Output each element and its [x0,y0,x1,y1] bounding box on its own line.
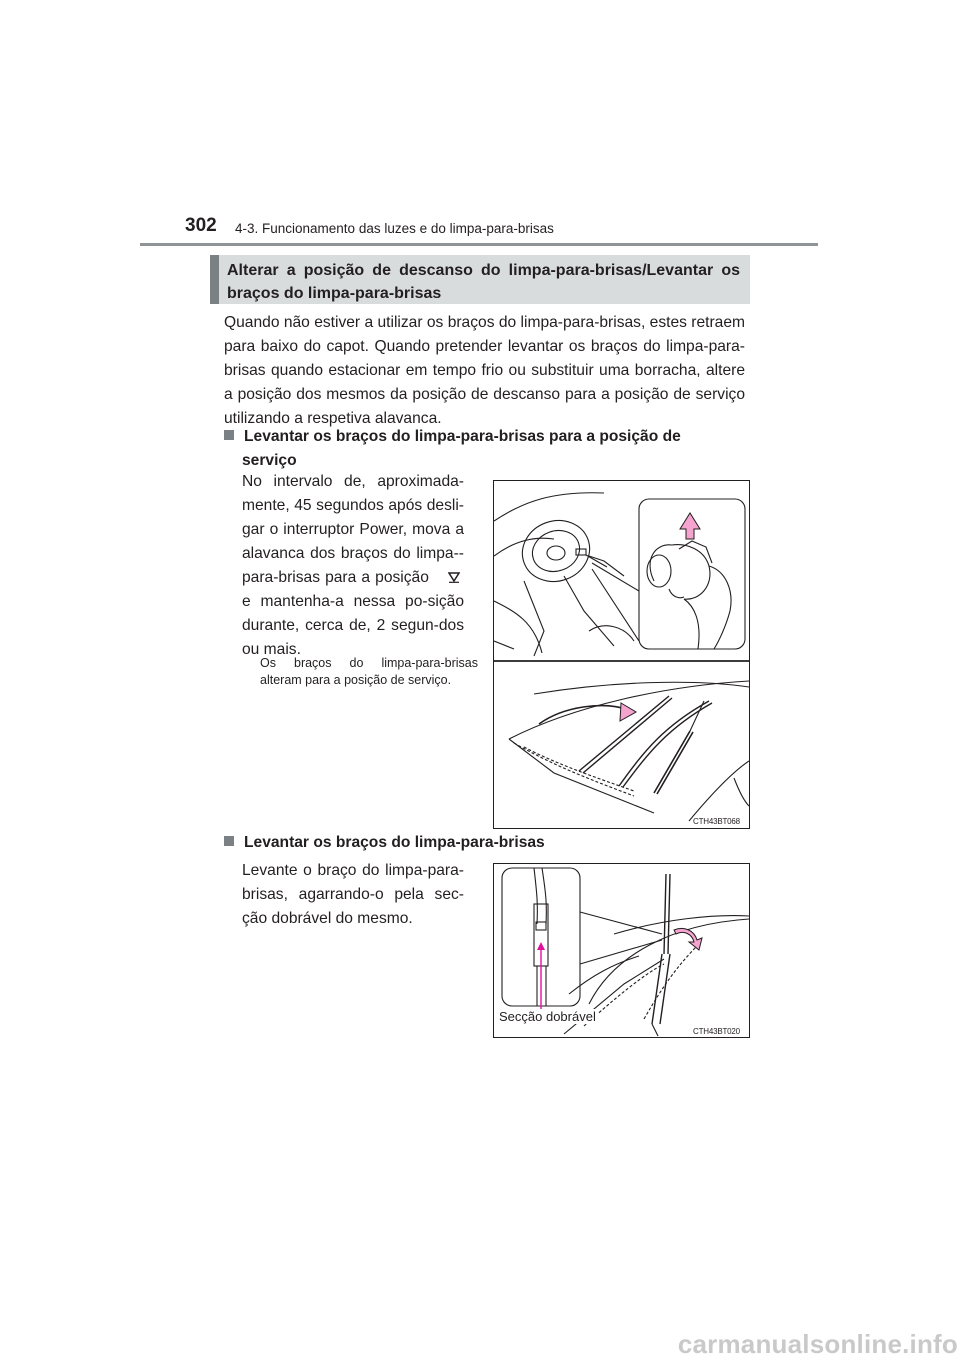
watermark: carmanualsonline.info [677,1329,958,1359]
figure-code: CTH43BT068 [693,817,740,826]
bullet-square-icon [224,430,234,440]
figure-foldable-section [493,863,750,1038]
wiper-position-triangle-icon [448,571,460,583]
foldable-section-label: Secção dobrável [499,1009,596,1024]
instruction-text-part2: e mantenha-a nessa po-sição durante, cerca de, 2 segun-dos ou mais. [242,593,464,658]
page-number: 302 [185,215,217,236]
intro-paragraph: Quando não estiver a utilizar os braços do limpa-para-brisas, estes retraem para baixo do capot. Quando pretender levantar os braços do limpa-para-brisas quando estacionar em tempo frio ou substituir uma borracha, altere a posição dos mesmos da posição de descanso para a posição de serviço utilizando a respetiva alavanca. [224,314,745,427]
section-title: Alterar a posição de descanso do limpa-para-brisas/Levantar os braços do limpa-para-brisas [210,255,750,304]
subsection-heading-raise-arms [224,831,545,855]
instruction-text-part1: No intervalo de, aproximada-mente, 45 segundos após desli-gar o interruptor Power, mova a alavanca dos braços do limpa--para-brisas para a posição [242,473,464,586]
figure-wiper-lever-and-service-position [493,480,750,829]
subsection-heading-text: Levantar os braços do limpa-para-brisas [244,834,545,851]
figure-code: CTH43BT020 [693,1027,740,1036]
raise-arms-paragraph: Levante o braço do limpa-para-brisas, agarrando-o pela sec-ção dobrável do mesmo. [242,862,464,927]
figure-wiper-illustration [494,481,749,828]
subsection-heading-service-position [224,425,745,473]
header-divider [140,243,818,246]
result-note: Os braços do limpa-para-brisas alteram para a posição de serviço. [260,656,478,687]
subsection-heading-line2: serviço [242,452,297,469]
chapter-title: 4-3. Funcionamento das luzes e do limpa-para-brisas [235,221,554,236]
bullet-square-icon [224,836,234,846]
instruction-paragraph [242,470,464,662]
subsection-heading-line1: Levantar os braços do limpa-para-brisas para a posição de [244,428,681,445]
